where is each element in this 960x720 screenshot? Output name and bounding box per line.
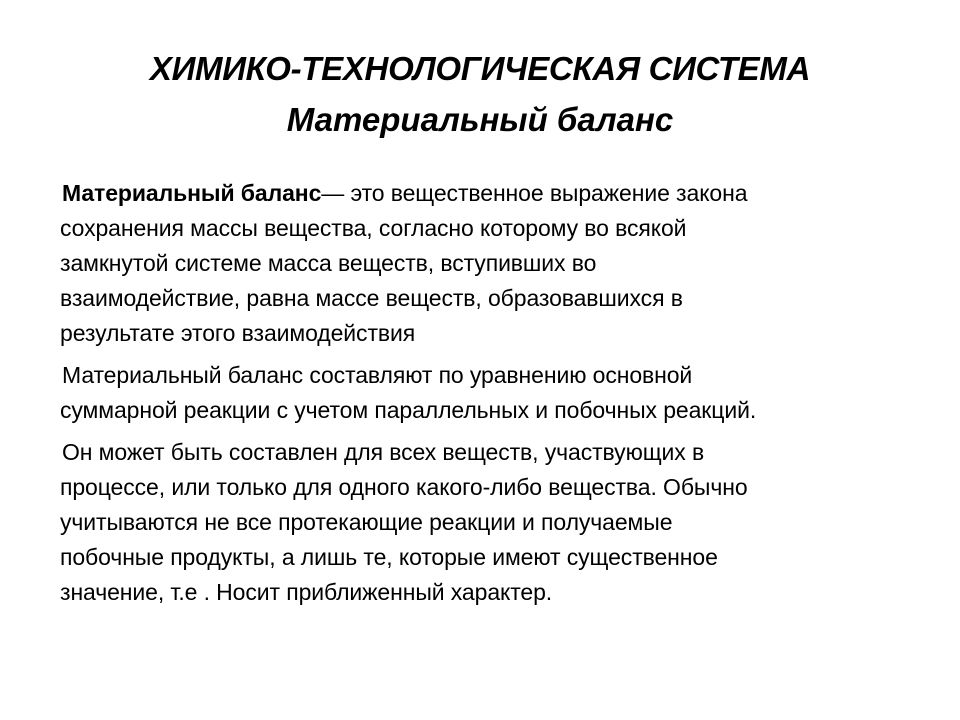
paragraph-definition xyxy=(60,176,910,351)
paragraph-composition xyxy=(60,358,910,428)
paragraph-line: Он может быть составлен для всех веществ, участвующих в xyxy=(62,439,705,465)
paragraph-line: Материальный баланс составляют по уравнению основной xyxy=(62,362,693,388)
paragraph-line: замкнутой системе масса веществ, вступивших во xyxy=(60,250,597,276)
slide-body xyxy=(60,176,910,617)
paragraph-line: процессе, или только для одного какого-либо вещества. Обычно xyxy=(60,474,748,500)
paragraph-line: сохранения массы вещества, согласно которому во всякой xyxy=(60,215,687,241)
paragraph-scope xyxy=(60,435,910,610)
paragraph-line xyxy=(60,176,910,211)
paragraph-line: значение, т.е . Носит приближенный характер. xyxy=(60,579,553,605)
paragraph-line: побочные продукты, а лишь те, которые имеют существенное xyxy=(60,544,718,570)
paragraph-line: учитываются не все протекающие реакции и получаемые xyxy=(60,509,673,535)
definition-text: — это вещественное выражение закона xyxy=(321,180,748,206)
slide-subtitle: Материальный баланс xyxy=(286,101,674,138)
slide-title-block xyxy=(0,48,960,142)
paragraph-line: взаимодействие, равна массе веществ, образовавшихся в xyxy=(60,285,683,311)
slide-title: ХИМИКО-ТЕХНОЛОГИЧЕСКАЯ СИСТЕМА xyxy=(149,50,811,87)
defined-term: Материальный баланс xyxy=(62,180,322,206)
paragraph-line: суммарной реакции с учетом параллельных и побочных реакций. xyxy=(60,397,757,423)
paragraph-line: результате этого взаимодействия xyxy=(60,320,416,346)
